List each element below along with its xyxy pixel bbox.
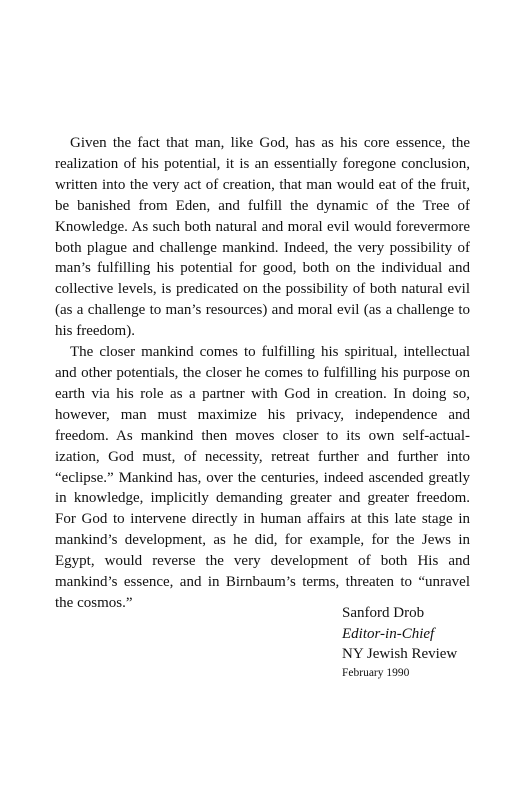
essay-body <box>55 133 470 614</box>
signature-block <box>342 603 512 681</box>
paragraph-2: The closer mankind comes to fulfilling his spiritual, intellectual and other potentials, the closer he comes to fulfilling his purpose on earth via his role as a partner with God in creation. In doing so, however, man must maximize his privacy, independence and freedom. As mankind then moves closer to its own self-actualization, God must, of necessity, retreat further and further into “eclipse.” Mankind has, over the centuries, indeed ascended greatly in knowledge, implicitly demanding greater and greater freedom. For God to intervene directly in human affairs at this late stage in mankind’s development, as he did, for example, for the Jews in Egypt, would reverse the very development of both His and mankind’s essence, and in Birnbaum’s terms, threaten to “unravel the cosmos.” <box>55 344 470 611</box>
publication-name: NY Jewish Review <box>342 646 458 662</box>
paragraph-1: Given the fact that man, like God, has as his core essence, the realization of his potential, it is an essentially foregone conclusion, written into the very act of creation, that man would eat of the fruit, be banished from Eden, and fulfill the dynamic of the Tree of Knowledge. As such both natural and moral evil would forevermore both plague and challenge mankind. Indeed, the very possibility of man’s fulfilling his potential for good, both on the individual and collective levels, is predicated on the possibility of both natural evil (as a challenge to man’s resources) and moral evil (as a challenge to his freedom). <box>55 135 470 340</box>
author-name: Sanford Drob <box>342 605 425 621</box>
author-title: Editor-in-Chief <box>342 625 435 642</box>
publication-date: February 1990 <box>342 666 410 679</box>
